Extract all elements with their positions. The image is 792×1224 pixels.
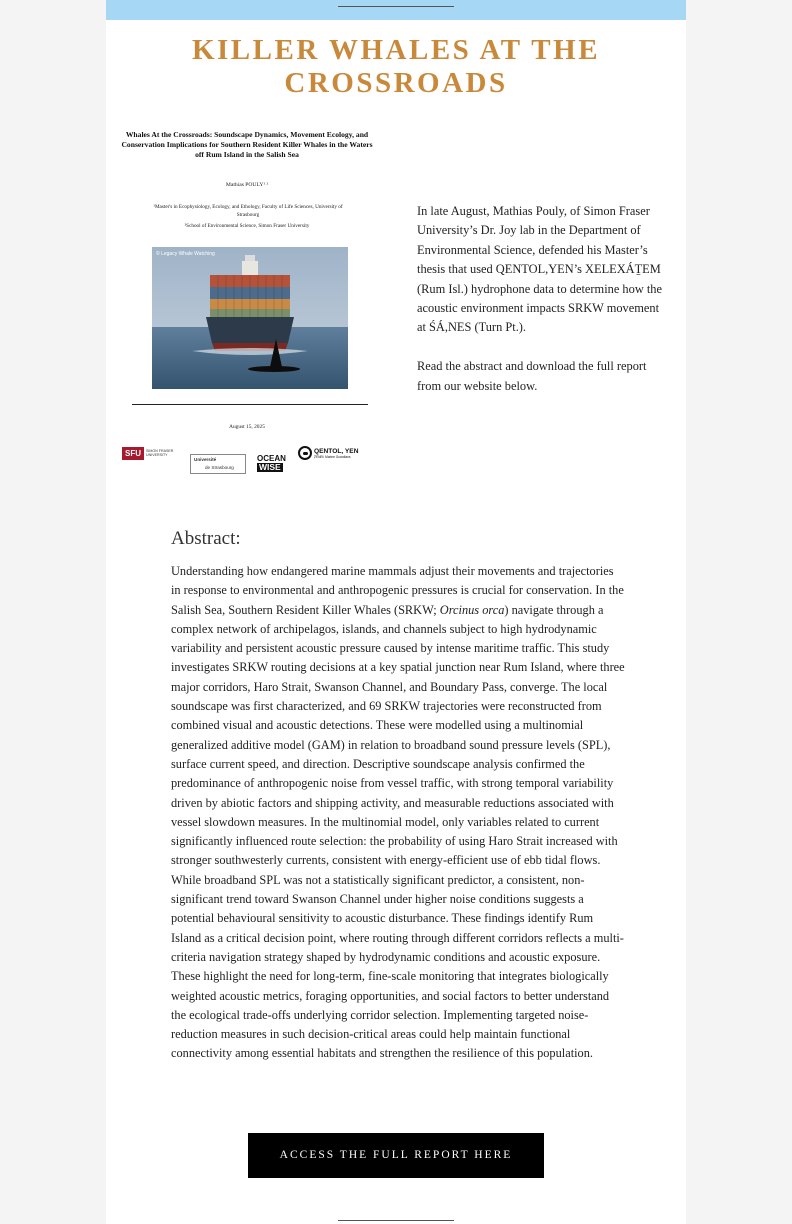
abstract-heading: Abstract: <box>171 528 241 549</box>
strasbourg-line-1: Université <box>194 457 217 462</box>
sfu-mark: SFU <box>122 447 144 460</box>
top-banner-bar <box>106 0 686 20</box>
top-divider <box>338 6 454 7</box>
ocean-wise-line-2: WISE <box>259 462 281 472</box>
intro-paragraph-1: In late August, Mathias Pouly, of Simon Fraser University’s Dr. Joy lab in the Department of Environmental Science, defended his Master’s thesis that used QENTOL,YEN’s XELEXÁṮEM (Rum Isl.) hydrophone data to determine how the acoustic environment impacts SRKW movement at ŚÁ,NES (Turn Pt.). <box>417 204 662 335</box>
strasbourg-logo <box>190 454 246 474</box>
container-ship-orca-photo <box>152 247 348 389</box>
thesis-cover-image[interactable] <box>120 124 374 484</box>
ocean-wise-line-1: OCEAN <box>257 454 286 463</box>
strasbourg-line-2: de Strasbourg <box>205 465 234 470</box>
cover-divider <box>132 404 368 405</box>
page-title: KILLER WHALES AT THE CROSSROADS <box>191 34 601 99</box>
qentol-subtitle: ȾENEȽ Marine Guardians <box>314 454 351 459</box>
photo-credit: © Legacy Whale Watching <box>156 251 215 257</box>
intro-paragraph-2: Read the abstract and download the full report from our website below. <box>417 359 647 393</box>
sfu-name: SIMON FRASER UNIVERSITY <box>146 449 174 458</box>
abstract-body <box>171 562 626 1064</box>
access-full-report-button[interactable]: ACCESS THE FULL REPORT HERE <box>248 1133 544 1178</box>
sfu-logo <box>122 444 178 462</box>
bottom-divider <box>338 1220 454 1221</box>
abstract-text-1: Understanding how endangered marine mammals adjust their movements and trajectories in response to environmental and anthropogenic pressures is crucial for conservation. In the Salish Sea, Southern Resident Killer Whales (SRKW; <box>171 564 624 617</box>
species-name: Orcinus orca <box>439 602 505 617</box>
cover-affiliation-1: ¹Master's in Ecophysiology, Ecology, and Ethology, Faculty of Life Sciences, University of Strasbourg <box>153 204 343 218</box>
ocean-wise-logo <box>257 454 289 472</box>
qentol-yen-logo <box>298 444 358 462</box>
newsletter-card <box>106 0 686 1224</box>
cover-affiliation-2: ²School of Environmental Science, Simon Fraser University <box>184 223 310 229</box>
intro-text <box>417 202 669 396</box>
cover-title: Whales At the Crossroads: Soundscape Dynamics, Movement Ecology, and Conservation Implications for Southern Resident Killer Whales in the Waters off Rum Island in the Salish Sea <box>121 130 373 159</box>
abstract-text-2: ) navigate through a complex network of archipelagos, islands, and channels subject to high hydrodynamic variability and persistent acoustic pressure caused by intense maritime traffic. This study investigates SRKW routing decisions at a key spatial junction near Rum Island, where three major corridors, Haro Strait, Swanson Channel, and Boundary Pass, converge. The local soundscape was first characterized, and 69 SRKW trajectories were reconstructed from combined visual and acoustic detections. These were modelled using a multinomial generalized additive model (GAM) in relation to broadband sound pressure levels (SPL), surface current speed, and direction. Descriptive soundscape analysis confirmed the predominance of anthropogenic noise from vessel traffic, with strong temporal variability driven by abiotic factors and shipping activity, and measurable reductions associated with vessel slowdown measures. In the multinomial model, only variables related to current significantly influenced route selection: the probability of using Haro Strait increased with stronger southwesterly currents, consistent with energy-efficient use of ebb tidal flows. While broadband SPL was not a statistically significant predictor, a consistent, non-significant trend toward Swanson Channel under higher noise conditions suggests a potential behavioural sensitivity to acoustic disturbance. These findings identify Rum Island as a critical decision point, where routing through different corridors reflects a multi-criteria navigation strategy shaped by hydrodynamic conditions and acoustic exposure. These highlight the need for long-term, fine-scale monitoring that integrates biologically weighted acoustic metrics, foraging opportunities, and social factors to better understand the ecological trade-offs underlying corridor selection. Implementing targeted noise-reduction measures in such decision-critical areas could help maintain functional connectivity among essential habitats and strengthen the resilience of this population. <box>171 602 625 1061</box>
cover-date: August 15, 2025 <box>229 424 265 430</box>
whale-tail-icon <box>298 446 312 460</box>
cover-author: Mathias POULY¹ ² <box>225 182 269 188</box>
qentol-name: QENTOL, YEN <box>314 447 359 455</box>
